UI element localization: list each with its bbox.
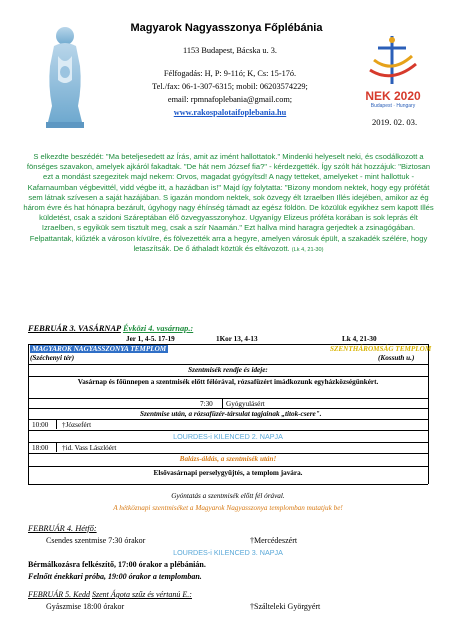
- feb3-heading: [28, 324, 193, 333]
- contact-email: email: rpmnafoplebania@gmail.com;: [167, 95, 293, 104]
- table-border: [28, 453, 428, 454]
- church-location: (Széchenyi tér): [30, 354, 75, 362]
- mass-time-730: 7:30: [200, 400, 213, 408]
- parish-address: 1153 Budapest, Bácska u. 3.: [183, 46, 277, 55]
- table-border: [222, 398, 223, 408]
- novena-day-3: LOURDES-i KILENCED 3. NAPJA: [173, 548, 283, 557]
- mass-intention-730: Gyógyulásért: [226, 400, 265, 408]
- blessing-note: Balázs-áldás, a szentmisék után!: [179, 455, 277, 463]
- mass-intention-1000: †Józsefért: [62, 421, 92, 429]
- confession-note: Gyóntatás a szentmisék előtt fél órával.: [171, 492, 285, 500]
- table-border: [28, 419, 428, 420]
- reading-2: 1Kor 13, 4-13: [216, 335, 258, 343]
- gospel-reference: (Lk 4, 21-30): [291, 246, 324, 253]
- gospel-text: [22, 152, 435, 255]
- gospel-body: S elkezdte beszédét: "Ma beteljesedett az Írás, amit az imént hallottatok." Mindenki helyeselt neki, és csodálkozott a fönséges szavakon, amelyek ajkáról fakadtak. "De hát nem József fia?" - kérdezgették. Így szólt hát hozzájuk: "Biztosan ezt a mondást szegezitek majd nekem: Orvos, magadat gyógyítsd! A nagy tetteket, amelyeket - mint hallottuk - Kafarnaumban végbevittél, vidd végbe itt, a hazádban is!" Majd így folytatta: "Bizony mondom nektek, hogy egy prófétát sem látnak szívesen a saját hazájában. S igazán mondom nektek, sok özvegy élt Izraelben Illés idejében, amikor az ég három évre és hat hónapra bezárult, úgyhogy nagy éhínség támadt az egész földön. De közülük egyikhez sem kapott Illés küldetést, csak a szidoni Száreptában élő özvegyasszonyhoz. Ugyanígy Elizeus próféta korában is sok leprás élt Izraelben, s egyikük sem tisztult meg, csak a szír Naamán." Ezt hallva mind haragra gerjedtek a zsinagógában. Felpattantak, kiűzték a városon kívülre, és fölvezették arra a hegyre, amelyen városuk épült, a szakadék szélére, hogy letaszítsák. De ő áthaladt köztük és eltávozott.: [23, 152, 434, 253]
- website-row: [100, 107, 360, 118]
- table-border: [28, 408, 428, 409]
- madonna-statue-logo: [42, 26, 88, 130]
- table-border: [28, 484, 428, 485]
- bulletin-date: 2019. 02. 03.: [372, 117, 418, 127]
- mass-intention-1800: †id. Vass Lászlóért: [62, 444, 117, 452]
- other-church-location: (Kossuth u.): [378, 354, 415, 362]
- table-border: [28, 398, 428, 399]
- office-hours: Félfogadás: H, P: 9-11ó; K, Cs: 15-17ó.: [163, 69, 297, 78]
- table-border: [28, 344, 29, 484]
- nek-subtitle: Budapest · Hungary: [370, 103, 416, 109]
- feb4-title: FEBRUÁR 4. Hétfő:: [28, 524, 97, 533]
- feb5-title: FEBRUÁR 5. Kedd: [28, 590, 90, 599]
- collection-note: Elsővasárnapi perselygyűjtés, a templom javára.: [153, 469, 303, 477]
- rosary-society-note: Szentmise után, a rózsafüzér-társulat tagjainak „titok-csere".: [140, 410, 322, 418]
- other-church-name: SZENTHÁROMSÁG TEMPLOM: [330, 345, 432, 353]
- nek-2020-logo: [358, 34, 428, 114]
- table-border: [28, 442, 428, 443]
- table-border: [56, 419, 57, 429]
- contact-phone: Tel./fax: 06-1-307-6315; mobil: 06203574229;: [152, 82, 308, 91]
- mass-time-1000: 10:00: [32, 421, 49, 429]
- table-border: [28, 430, 428, 431]
- nek-cross-icon: [358, 34, 428, 86]
- table-border: [428, 344, 429, 484]
- mass-order-label: Szentmisék rendje és ideje:: [188, 366, 268, 374]
- website-link[interactable]: www.rakospalotaifoplebania.hu: [173, 108, 287, 117]
- reading-3: Lk 4, 21-30: [342, 335, 377, 343]
- feb5-mass: Gyászmise 18:00 órakor: [46, 602, 125, 611]
- feb4-intention: †Mercédeszért: [250, 536, 298, 545]
- feb3-title: FEBRUÁR 3. VASÁRNAP: [28, 324, 121, 333]
- mass-time-1800: 18:00: [32, 444, 49, 452]
- table-border: [56, 442, 57, 452]
- feb4-mass: Csendes szentmise 7:30 órakor: [46, 536, 146, 545]
- weekday-mass-note: A hétköznapi szentmiséket a Magyarok Nagyasszonya templomban mutatjuk be!: [113, 504, 343, 512]
- nek-title: NEK 2020: [365, 89, 421, 103]
- feb3-subtitle: Évközi 4. vasárnap.:: [122, 324, 194, 333]
- table-border: [28, 376, 428, 377]
- confirmation-prep: Bérmálkozásra felkészítő, 17:00 órakor a plébánián.: [28, 560, 206, 569]
- reading-1: Jer 1, 4-5. 17-19: [126, 335, 175, 343]
- church-name-badge: MAGYAROK NAGYASSZONYA TEMPLOM: [32, 345, 167, 353]
- parish-title: Magyarok Nagyasszonya Főplébánia: [130, 22, 323, 34]
- feb5-saint: Szent Ágota szűz és vértanú E.:: [91, 590, 192, 599]
- choir-rehearsal: Felnőtt énekkari próba, 19:00 órakor a templomban.: [28, 572, 202, 581]
- table-border: [28, 364, 428, 365]
- table-border: [28, 466, 428, 467]
- feb5-heading: [28, 590, 192, 599]
- novena-day-2: LOURDES-i KILENCED 2. NAPJA: [173, 432, 283, 441]
- rosary-note: Vasárnap és főünnepen a szentmisék előtt félórával, rózsafüzért imádkozunk egyházközségünkért.: [77, 378, 379, 386]
- feb5-intention: †Szálteleki Györgyért: [250, 602, 321, 611]
